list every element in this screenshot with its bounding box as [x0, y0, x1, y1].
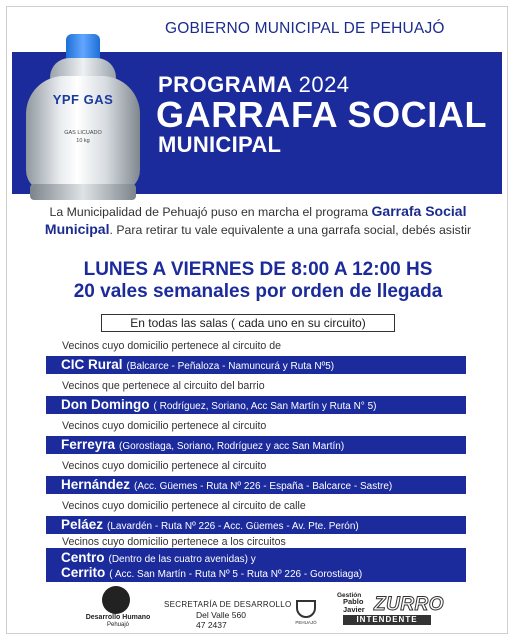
circuit-label: Vecinos que pertenece al circuito del barrio	[62, 380, 265, 392]
gas-bottle-image	[22, 34, 142, 204]
bottle-sub-label: GAS LICUADO	[64, 130, 102, 136]
shield-icon	[296, 600, 316, 618]
circuit-label: Vecinos cuyo domicilio pertenece a los circuitos	[62, 536, 286, 548]
circuit-bar: CIC Rural (Balcarce - Peñaloza - Namuncurá y Ruta Nº5)	[46, 356, 466, 374]
program-name: GARRAFA SOCIAL	[156, 94, 488, 135]
bottle-base-ring	[30, 184, 136, 200]
intro-bold-2: Municipal	[44, 221, 110, 237]
schedule-days-hours: LUNES A VIERNES DE 8:00 A 12:00 HS	[83, 259, 433, 280]
intendente-label: INTENDENTE	[343, 615, 431, 625]
gestion-label: Gestión	[337, 592, 362, 599]
circuit-label: Vecinos cuyo domicilio pertenece al circuito de	[62, 340, 282, 352]
mayor-surname: ZURRO	[374, 594, 445, 615]
desarrollo-humano-icon	[102, 586, 130, 614]
municipal-shield-logo: PEHUAJÓ	[292, 600, 320, 626]
footer	[0, 586, 514, 634]
mayor-middle-name: Javier	[343, 605, 365, 614]
circuit-bar: Don Domingo ( Rodríguez, Soriano, Acc San Martín y Ruta N° 5)	[46, 396, 466, 414]
circuit-bar: Hernández (Acc. Güemes - Ruta Nº 226 - España - Balcarce - Sastre)	[46, 476, 466, 494]
government-title: GOBIERNO MUNICIPAL DE PEHUAJÓ	[165, 20, 445, 37]
schedule-vales: 20 vales semanales por orden de llegada	[73, 281, 443, 302]
intro-paragraph: La Municipalidad de Pehuajó puso en marcha el programa Garrafa Social Municipal. Para retirar tu vale equivalente a una garrafa social, debés asistir	[44, 203, 472, 237]
bottle-brand-label: YPF GAS	[52, 92, 114, 107]
mayor-first-name: Pablo	[343, 597, 364, 606]
intro-bold-1: Garrafa Social	[371, 203, 467, 219]
circuit-bar: Peláez (Lavardén - Ruta Nº 226 - Acc. Güemes - Av. Pte. Perón)	[46, 516, 466, 534]
secretaria-address: Del Valle 560	[196, 610, 246, 620]
circuit-label: Vecinos cuyo domicilio pertenece al circuito	[62, 420, 267, 432]
circuit-label: Vecinos cuyo domicilio pertenece al circuito de calle	[62, 500, 306, 512]
circuit-label: Vecinos cuyo domicilio pertenece al circuito	[62, 460, 267, 472]
circuit-bar: Ferreyra (Gorostiaga, Soriano, Rodríguez y acc San Martín)	[46, 436, 466, 454]
program-suffix: MUNICIPAL	[158, 132, 282, 157]
program-year: 2024	[298, 72, 350, 97]
salas-note: En todas las salas ( cada uno en su circuito)	[101, 314, 395, 332]
bottle-weight-label: 10 kg	[76, 138, 90, 144]
circuit-bar: Centro (Dentro de las cuatro avenidas) y Cerrito ( Acc. San Martín - Ruta Nº 5 - Ruta Nº 226 - Gorostiaga)	[46, 548, 466, 582]
secretaria-phone: 47 2437	[196, 620, 227, 630]
program-label: PROGRAMA 2024	[158, 72, 350, 97]
secretaria-label: SECRETARÍA DE DESARROLLO	[164, 600, 292, 609]
desarrollo-humano-logo: Desarrollo Humano Pehuajó	[88, 586, 148, 626]
